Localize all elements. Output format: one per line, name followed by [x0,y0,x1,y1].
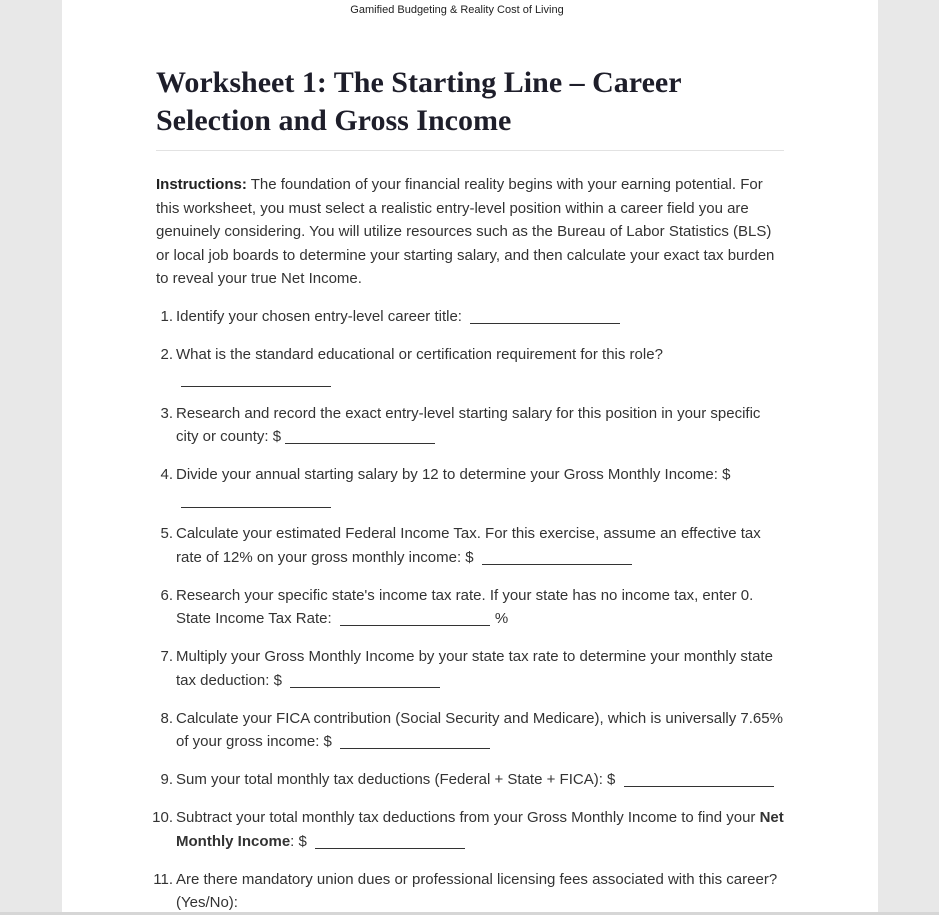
question-item [156,645,784,692]
answer-blank[interactable] [482,550,632,565]
question-text: Calculate your estimated Federal Income Tax. For this exercise, assume an effective tax rate of 12% on your gross monthly income: $ [176,525,761,566]
question-number: 10. [152,809,173,826]
question-number: 5. [160,525,173,542]
question-item [156,305,784,329]
worksheet-content [152,64,784,915]
question-item [156,522,784,569]
question-text: What is the standard educational or certification requirement for this role? [176,345,663,363]
question-item [156,463,784,508]
answer-blank[interactable] [340,734,490,749]
question-item [156,584,784,631]
question-text: Sum your total monthly tax deductions (Federal + State + FICA): $ [176,771,616,788]
question-number: 11. [153,870,173,888]
question-number: 4. [160,466,173,483]
worksheet-title: Worksheet 1: The Starting Line – Career Selection and Gross Income [156,64,784,151]
question-text: Divide your annual starting salary by 12 to determine your Gross Monthly Income: $ [176,466,731,483]
question-item [156,707,784,754]
instructions-label: Instructions: [156,176,247,193]
question-number: 1. [160,307,173,325]
question-number: 3. [160,404,173,422]
question-item [153,868,784,915]
question-list [152,305,784,915]
answer-blank[interactable] [285,429,435,444]
answer-blank[interactable] [290,673,440,688]
answer-blank[interactable] [181,493,331,508]
question-number: 8. [160,709,173,727]
instructions-paragraph [156,173,784,291]
running-header: Gamified Budgeting & Reality Cost of Living [350,4,564,16]
question-number: 7. [160,648,173,665]
net-monthly-income-term: Net Monthly Income [176,809,784,850]
question-text: Research your specific state's income tax rate. If your state has no income tax, enter 0. State Income Tax Rate: [176,586,754,627]
answer-blank[interactable] [470,309,620,324]
answer-blank[interactable] [181,372,331,387]
question-number: 9. [160,771,173,788]
question-number: 2. [160,345,173,363]
question-text: Identify your chosen entry-level career title: [176,307,467,325]
question-item [156,343,784,388]
document-page [62,0,878,915]
question-text: Calculate your FICA contribution (Social Security and Medicare), which is universally 7.65% of your gross income: $ [176,709,783,750]
question-text: Research and record the exact entry-level starting salary for this position in your specific city or county: $ [176,404,761,445]
question-text: Multiply your Gross Monthly Income by your state tax rate to determine your monthly state tax deduction: $ [176,648,773,689]
question-text: Are there mandatory union dues or professional licensing fees associated with this career? (Yes/No): [176,870,778,911]
percent-suffix: % [494,610,509,627]
question-number: 6. [160,586,173,604]
question-text-after: : $ [290,832,307,850]
question-item [156,402,784,449]
answer-blank[interactable] [315,834,465,849]
instructions-text: The foundation of your financial reality begins with your earning potential. For this worksheet, you must select a realistic entry-level position within a career field you are genuinely considering. You will utilize resources such as the Bureau of Labor Statistics (BLS) or local job boards to determine your starting salary, and then calculate your exact tax burden to reveal your true Net Income. [156,176,775,287]
answer-blank[interactable] [624,772,774,787]
question-text: Subtract your total monthly tax deductions from your Gross Monthly Income to find your [176,809,760,826]
answer-blank[interactable] [340,611,490,626]
question-item [156,768,784,792]
question-item [152,806,784,853]
